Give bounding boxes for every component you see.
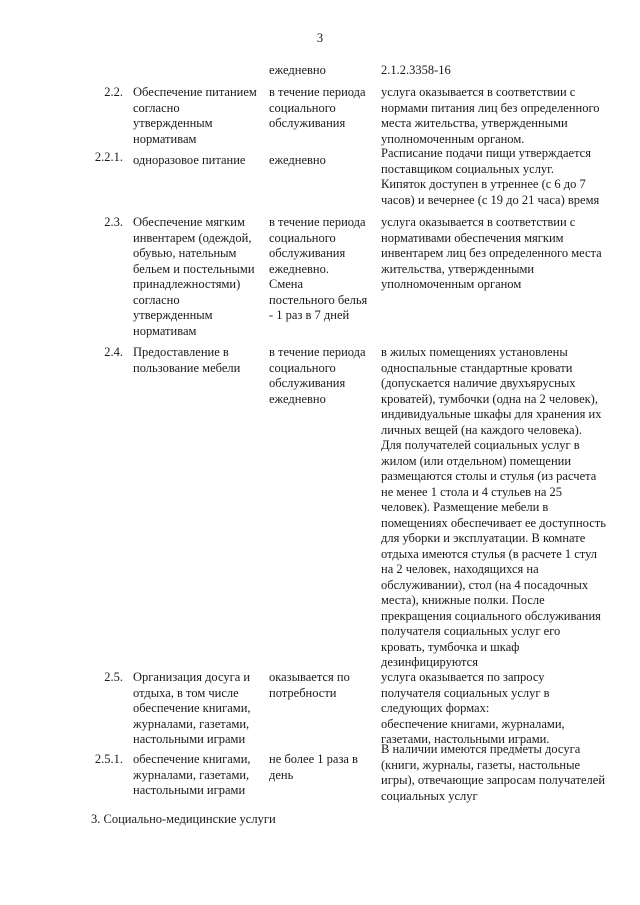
row-number: 2.2.1. — [94, 150, 123, 164]
row-number: 2.4. — [104, 345, 123, 359]
row-note: услуга оказывается в соответствии с нормами питания лиц без определенного места жительства, утвержденными уполномоченным органом. — [381, 85, 600, 146]
row-number: 2.3. — [104, 215, 123, 229]
row-frequency: ежедневно — [269, 63, 326, 77]
row-frequency: в течение периода социального обслуживания — [269, 85, 366, 130]
row-service-name: Предоставление в пользование мебели — [133, 345, 241, 375]
row-frequency: не более 1 раза в день — [269, 752, 358, 782]
row-note: услуга оказывается в соответствии с нормативами обеспечения мягким инвентарем лиц без определенного места жительства, утвержденными уполномоченным органом — [381, 215, 602, 291]
row-note: Расписание подачи пищи утверждается поставщиком социальных услуг. Кипяток доступен в утреннее (с 6 до 7 часов) и вечернее (с 19 до 21 часа) время — [381, 146, 600, 207]
row-service-name: Организация досуга и отдыха, в том числе обеспечение книгами, журналами, газетами, настольными играми — [133, 670, 251, 746]
row-service-name: одноразовое питание — [133, 153, 246, 167]
row-note: в жилых помещениях установлены односпальные стандартные кровати (допускается наличие двухъярусных кроватей), тумбочки (одна на 2 человек), индивидуальные шкафы для хранения их личных вещей (на каждого человека). Для получателей социальных услуг в жилом (или отдельном) помещении размещаются столы и стулья (из расчета не менее 1 стола и 4 стульев на 25 человек). Размещение мебели в помещениях обеспечивает ее доступность для уборки и эксплуатации. В комнате отдыха имеются стулья (в расчете 1 стул на 2 человек, находящихся на обслуживании), стол (на 4 посадочных места), книжные полки. После прекращения социального обслуживания получателя социальных услуг его кровать, тумбочка и шкаф дезинфицируются — [381, 345, 606, 669]
row-service-name: Обеспечение питанием согласно утвержденным нормативам — [133, 85, 257, 146]
section-heading: 3. Социально-медицинские услуги — [91, 812, 276, 826]
row-note: В наличии имеются предметы досуга (книги, журналы, газеты, настольные игры), отвечающие запросам получателей социальных услуг — [381, 742, 606, 803]
row-note: 2.1.2.3358-16 — [381, 63, 451, 77]
row-number: 2.2. — [104, 85, 123, 99]
row-frequency: в течение периода социального обслуживания ежедневно. Смена постельного белья - 1 раз в 7 дней — [269, 215, 368, 322]
row-number: 2.5. — [104, 670, 123, 684]
row-service-name: Обеспечение мягким инвентарем (одеждой, обувью, нательным бельем и постельными принадлежностями) согласно утвержденным нормативам — [133, 215, 255, 338]
row-frequency: оказывается по потребности — [269, 670, 350, 700]
row-frequency: в течение периода социального обслуживания ежедневно — [269, 345, 366, 406]
row-note: услуга оказывается по запросу получателя социальных услуг в следующих формах: обеспечение книгами, журналами, газетами, настольными играми. — [381, 670, 565, 746]
page-number: 3 — [316, 31, 324, 45]
row-number: 2.5.1. — [94, 752, 123, 766]
row-service-name: обеспечение книгами, журналами, газетами, настольными играми — [133, 752, 251, 797]
row-frequency: ежедневно — [269, 153, 326, 167]
